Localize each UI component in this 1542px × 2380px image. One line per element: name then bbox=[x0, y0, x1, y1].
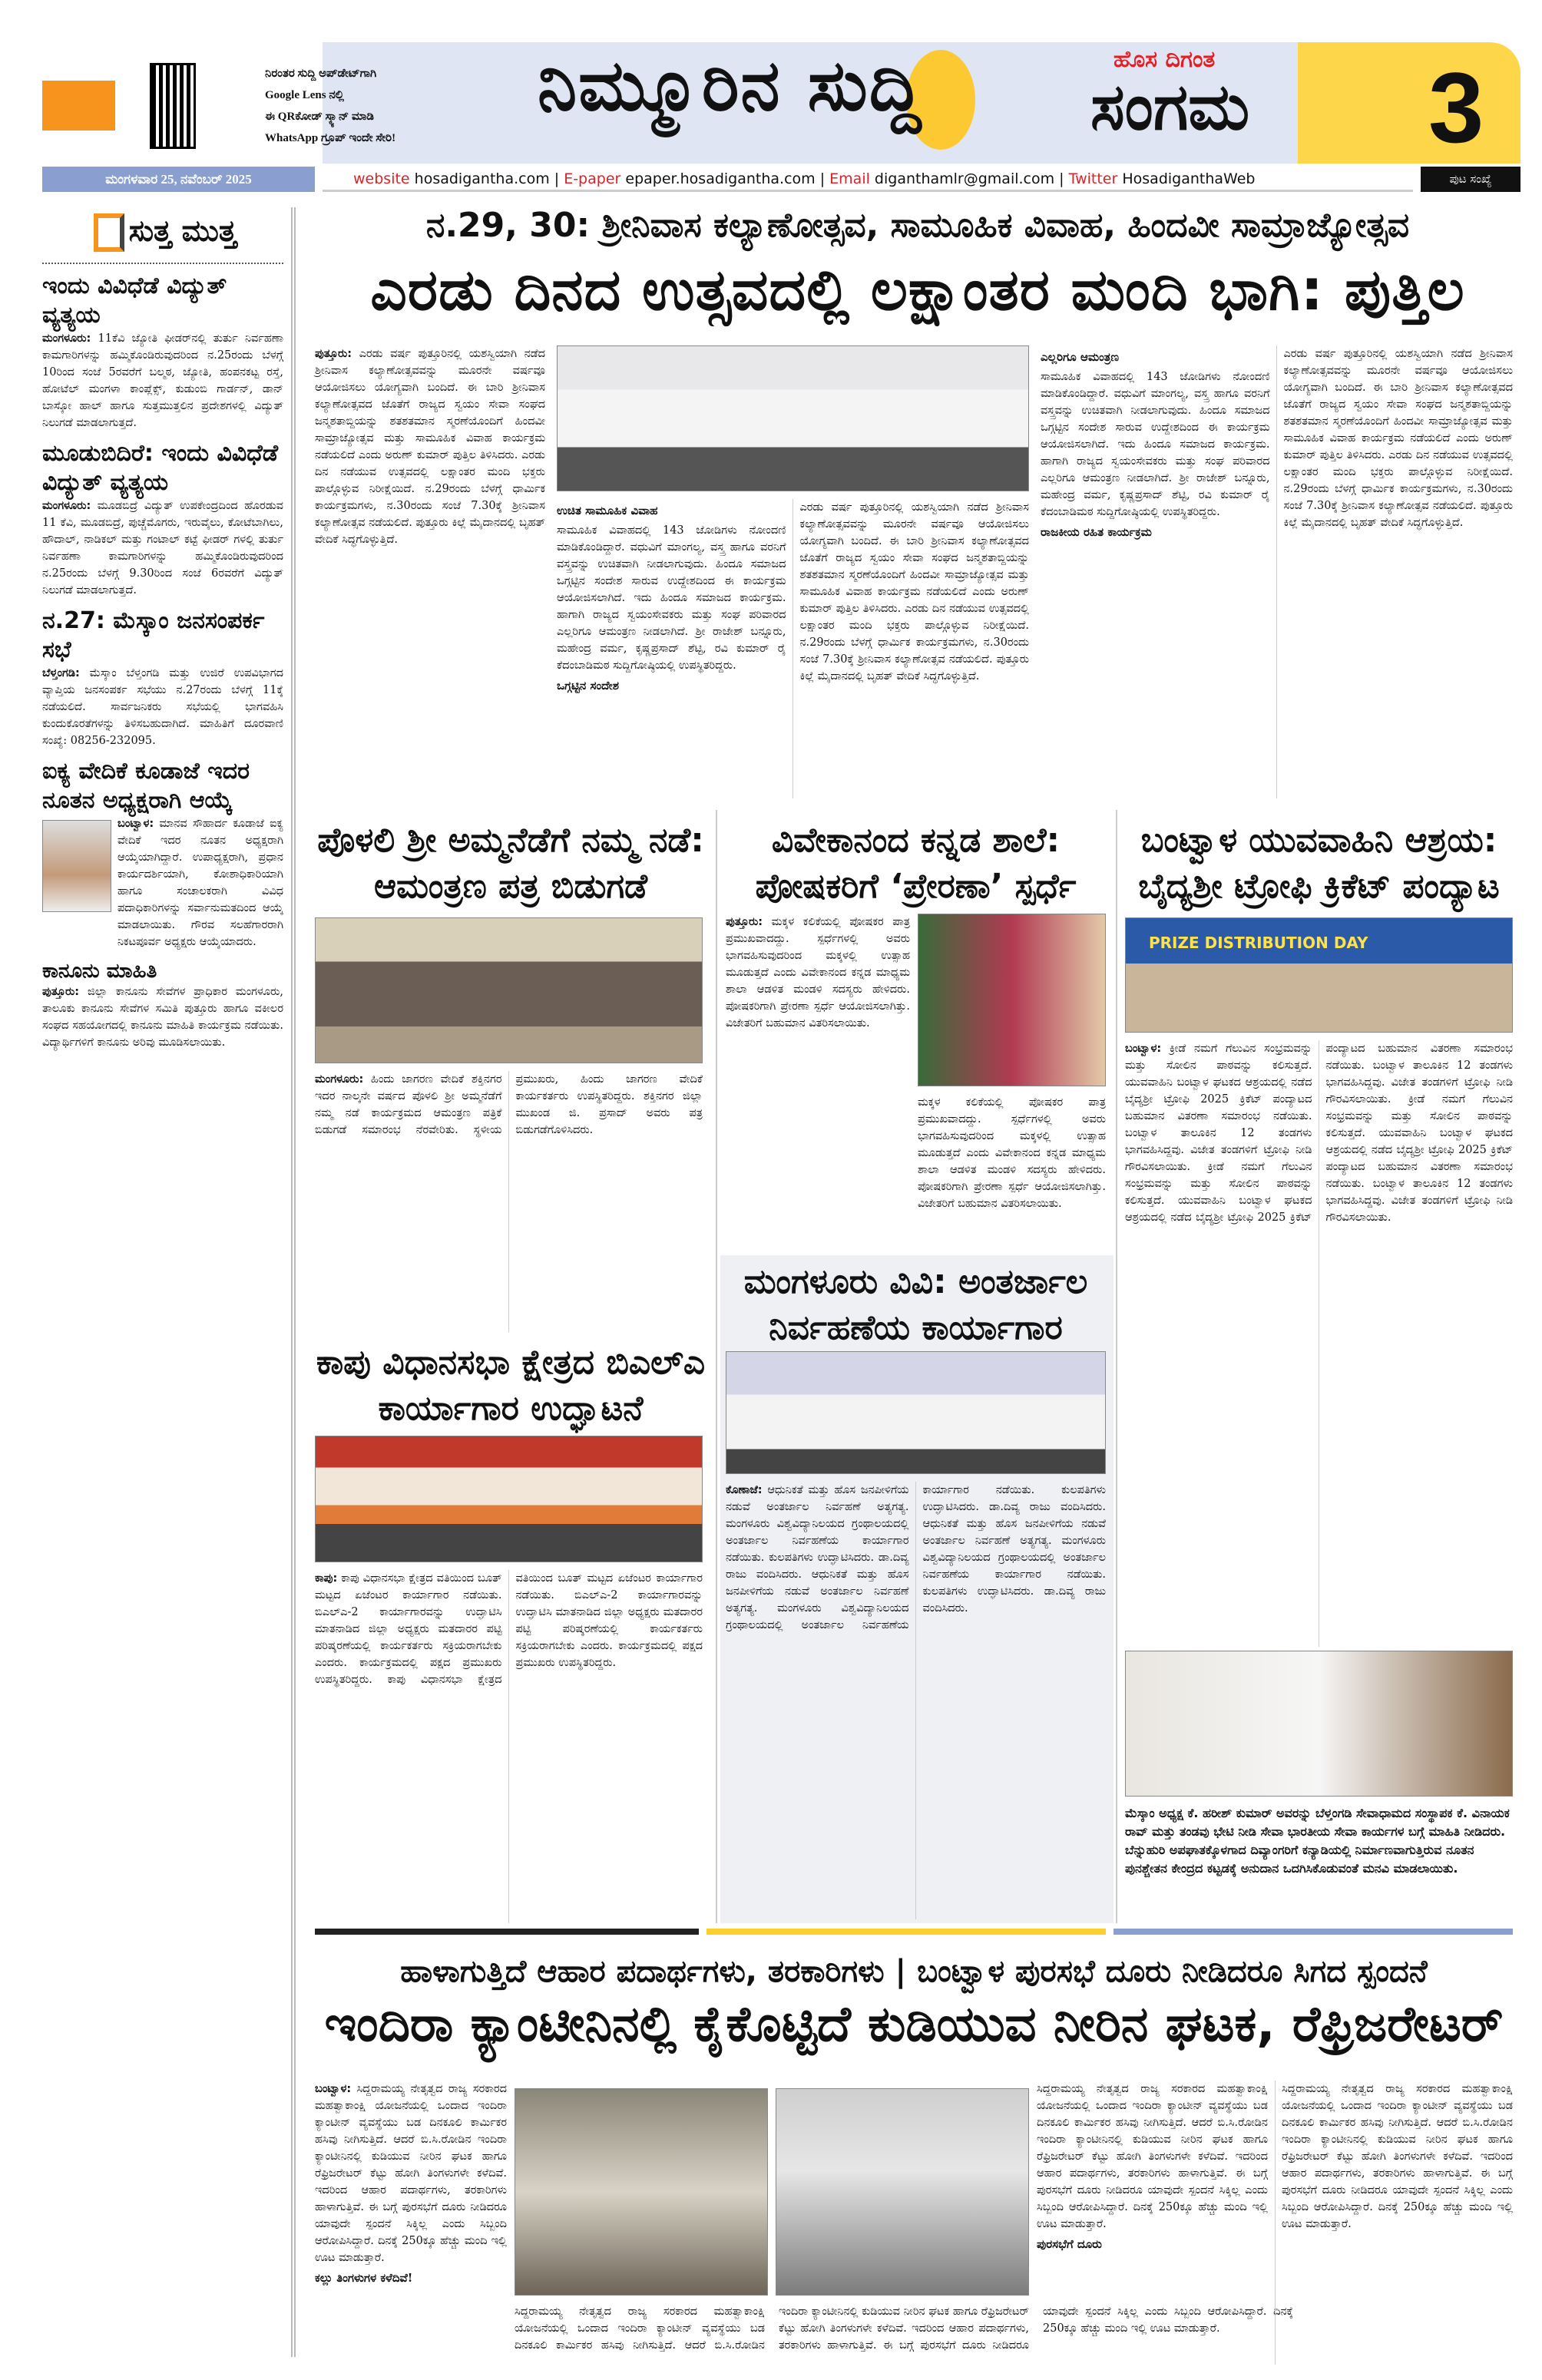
story-headline: ಮಂಗಳೂರು ವಿವಿ: ಅಂತರ್ಜಾಲ ನಿರ್ವಹಣೆಯ ಕಾರ್ಯಾಗಾರ bbox=[743, 1262, 1088, 1347]
dateline: ಪುತ್ತೂರು: bbox=[315, 348, 352, 360]
lead-text: ಸಾಮೂಹಿಕ ವಿವಾಹದಲ್ಲಿ 143 ಜೋಡಿಗಳು ನೋಂದಣಿ ಮಾಡಿಕೊಂಡಿದ್ದಾರೆ. ವಧುವಿಗೆ ಮಾಂಗಲ್ಯ, ವಸ್ತ್ರ ಹಾಗೂ ವರನಿಗೆ ವಸ್ತ್ರವನ್ನು ಉಚಿತವಾಗಿ ನೀಡಲಾಗುವುದು. ಹಿಂದೂ ಸಮಾಜದ ಒಗ್ಗಟ್ಟಿನ ಸಂದೇಶ ಸಾರುವ ಉದ್ದೇಶದಿಂದ ಈ ಕಾರ್ಯಕ್ರಮ ಆಯೋಜಿಸಲಾಗಿದೆ. ಇದು ಹಿಂದೂ ಸಮಾಜದ ಕಾರ್ಯಕ್ರಮ. ಹಾಗಾಗಿ ರಾಜ್ಯದ ಸ್ವಯಂಸೇವಕರು ಮತ್ತು ಸಂಘ ಪರಿವಾರದ ಎಲ್ಲರಿಗೂ ಆಮಂತ್ರಣ ನೀಡಲಾಗಿದೆ. ಶ್ರೀ ರಾಜೇಶ್ ಬನ್ನೂರು, ಮಹೇಂದ್ರ ವರ್ಮ, ಕೃಷ್ಣಪ್ರಸಾದ್ ಶೆಟ್ಟಿ, ರವಿ ಕುಮಾರ್ ರೈ ಕೆದಂಬಾಡಿಮಠ ಸುದ್ದಿಗೋಷ್ಠಿಯಲ್ಲಿ ಉಪಸ್ಥಿತರಿದ್ದರು. bbox=[557, 524, 786, 672]
bottom-kicker: ಹಾಳಾಗುತ್ತಿದೆ ಆಹಾರ ಪದಾರ್ಥಗಳು, ತರಕಾರಿಗಳು | ಬಂಟ್ವಾಳ ಪುರಸಭೆ ದೂರು ನೀಡಿದರೂ ಸಿಗದ ಸ್ಪಂದನೆ bbox=[400, 1954, 1428, 1989]
page-title: ನಿಮ್ಮೂರಿನ ಸುದ್ದಿ bbox=[538, 45, 923, 127]
group-photo bbox=[315, 917, 703, 1063]
dateline: ಪುತ್ತೂರು: bbox=[726, 916, 763, 928]
event-photo bbox=[918, 914, 1106, 1086]
dateline: ಮಂಗಳೂರು: bbox=[42, 500, 91, 512]
brief-text: 11ಕೆವಿ ಜ್ಯೋತಿ ಫೀಡರ್‌ನಲ್ಲಿ ತುರ್ತು ನಿರ್ವಹಣಾ ಕಾಮಗಾರಿಗಳನ್ನು ಹಮ್ಮಿಕೊಂಡಿರುವುದರಿಂದ ನ.25ರಂದು ಬೆಳಗ್ಗೆ 10ರಿಂದ ಸಂಜೆ 5ರವರೆಗೆ ಬಲ್ಮಠ, ಜ್ಯೋತಿ, ಹಂಪನಕಟ್ಟ ರಸ್ತೆ, ಹೋಟೆಲ್ ಮಂಗಳಾ ಕಾಂಪ್ಲೆಕ್ಸ್, ಕುಡುಂಬಿ ಗಾರ್ಡನ್, ಡಾನ್ ಬಾಸ್ಕೋ ಹಾಲ್ ಹಾಗೂ ಸುತ್ತಮುತ್ತಲಿನ ಪ್ರದೇಶಗಳಲ್ಲಿ ವಿದ್ಯುತ್ ನಿಲುಗಡೆ ಮಾಡಲಾಗುತ್ತದೆ. bbox=[42, 332, 283, 429]
brief-title: ಐಕ್ಯ ವೇದಿಕೆ ಕೂಡಾಜೆ ಇದರ ನೂತನ ಅಧ್ಯಕ್ಷರಾಗಿ ಆಯ್ಕೆ bbox=[42, 758, 250, 814]
lead-text: ಎರಡು ವರ್ಷ ಪುತ್ತೂರಿನಲ್ಲಿ ಯಶಸ್ವಿಯಾಗಿ ನಡೆದ ಶ್ರೀನಿವಾಸ ಕಲ್ಯಾಣೋತ್ಸವವನ್ನು ಮೂರನೇ ವರ್ಷವೂ ಆಯೋಜಿಸಲು ಯೋಗ್ಯವಾಗಿ ಬಂದಿದೆ. ಈ ಬಾರಿ ಶ್ರೀನಿವಾಸ ಕಲ್ಯಾಣೋತ್ಸವದ ಜೊತೆಗೆ ರಾಜ್ಯದ ಸ್ವಯಂ ಸೇವಾ ಸಂಘದ ಜನ್ಮಶತಾಬ್ದಿಯನ್ನು ಶತಶತಮಾನ ಸ್ಮರಣೆಯೊಂದಿಗೆ ಹಿಂದವೀ ಸಾಮ್ರಾಜ್ಯೋತ್ಸವ ಮತ್ತು ಸಾಮೂಹಿಕ ವಿವಾಹ ಕಾರ್ಯಕ್ರಮ ನಡೆಯಲಿದೆ ಎಂದು ಅರುಣ್ ಕುಮಾರ್ ಪುತ್ತಿಲ ತಿಳಿಸಿದರು. ಎರಡು ದಿನ ನಡೆಯುವ ಉತ್ಸವದಲ್ಲಿ ಲಕ್ಷಾಂತರ ಮಂದಿ ಭಕ್ತರು ಪಾಲ್ಗೊಳ್ಳುವ ನಿರೀಕ್ಷೆಯಿದೆ. ನ.29ರಂದು ಬೆಳಗ್ಗೆ ಧಾರ್ಮಿಕ ಕಾರ್ಯಕ್ರಮಗಳು, ನ.30ರಂದು ಸಂಜೆ 7.30ಕ್ಕೆ ಶ್ರೀನಿವಾಸ ಕಲ್ಯಾಣೋತ್ಸವ ನಡೆಯಲಿದೆ. ಪುತ್ತೂರು ಕಿಲ್ಲೆ ಮೈದಾನದಲ್ಲಿ ಬೃಹತ್ ವೇದಿಕೆ ಸಿದ್ಧಗೊಳ್ಳುತ್ತಿದೆ. bbox=[799, 501, 1029, 683]
section-heading bbox=[42, 207, 283, 264]
dateline: ಮಂಗಳೂರು: bbox=[315, 1073, 364, 1086]
brief-body bbox=[42, 330, 283, 431]
lead-text: ಎರಡು ವರ್ಷ ಪುತ್ತೂರಿನಲ್ಲಿ ಯಶಸ್ವಿಯಾಗಿ ನಡೆದ ಶ್ರೀನಿವಾಸ ಕಲ್ಯಾಣೋತ್ಸವವನ್ನು ಮೂರನೇ ವರ್ಷವೂ ಆಯೋಜಿಸಲು ಯೋಗ್ಯವಾಗಿ ಬಂದಿದೆ. ಈ ಬಾರಿ ಶ್ರೀನಿವಾಸ ಕಲ್ಯಾಣೋತ್ಸವದ ಜೊತೆಗೆ ರಾಜ್ಯದ ಸ್ವಯಂ ಸೇವಾ ಸಂಘದ ಜನ್ಮಶತಾಬ್ದಿಯನ್ನು ಶತಶತಮಾನ ಸ್ಮರಣೆಯೊಂದಿಗೆ ಹಿಂದವೀ ಸಾಮ್ರಾಜ್ಯೋತ್ಸವ ಮತ್ತು ಸಾಮೂಹಿಕ ವಿವಾಹ ಕಾರ್ಯಕ್ರಮ ನಡೆಯಲಿದೆ ಎಂದು ಅರುಣ್ ಕುಮಾರ್ ಪುತ್ತಿಲ ತಿಳಿಸಿದರು. ಎರಡು ದಿನ ನಡೆಯುವ ಉತ್ಸವದಲ್ಲಿ ಲಕ್ಷಾಂತರ ಮಂದಿ ಭಕ್ತರು ಪಾಲ್ಗೊಳ್ಳುವ ನಿರೀಕ್ಷೆಯಿದೆ. ನ.29ರಂದು ಬೆಳಗ್ಗೆ ಧಾರ್ಮಿಕ ಕಾರ್ಯಕ್ರಮಗಳು, ನ.30ರಂದು ಸಂಜೆ 7.30ಕ್ಕೆ ಶ್ರೀನಿವಾಸ ಕಲ್ಯಾಣೋತ್ಸವ ನಡೆಯಲಿದೆ. ಪುತ್ತೂರು ಕಿಲ್ಲೆ ಮೈದಾನದಲ್ಲಿ ಬೃಹತ್ ವೇದಿಕೆ ಸಿದ್ಧಗೊಳ್ಳುತ್ತಿದೆ. bbox=[1283, 348, 1513, 529]
story-text: ಕ್ರೀಡೆ ನಮಗೆ ಗೆಲುವಿನ ಸಂಭ್ರಮವನ್ನು ಮತ್ತು ಸೋಲಿನ ಪಾಠವನ್ನು ಕಲಿಸುತ್ತದೆ. ಯುವವಾಹಿನಿ ಬಂಟ್ವಾಳ ಘಟಕದ ಆಶ್ರಯದಲ್ಲಿ ನಡೆದ ಬೈದ್ಯಶ್ರೀ ಟ್ರೋಫಿ 2025 ಕ್ರಿಕೆಟ್ ಪಂದ್ಯಾಟದ ಬಹುಮಾನ ವಿತರಣಾ ಸಮಾರಂಭ ನಡೆಯಿತು. ಬಂಟ್ವಾಳ ತಾಲೂಕಿನ 12 ತಂಡಗಳು ಭಾಗವಹಿಸಿದ್ದವು. ವಿಜೇತ ತಂಡಗಳಿಗೆ ಟ್ರೋಫಿ ನೀಡಿ ಗೌರವಿಸಲಾಯಿತು. bbox=[1125, 1043, 1513, 1224]
subhead: ಕಲ್ಲು ತಿಂಗಳುಗಳ ಕಳೆದಿವೆ! bbox=[315, 2271, 413, 2285]
date: ಮಂಗಳವಾರ 25, ನವೆಂಬರ್ 2025 bbox=[42, 167, 315, 192]
workshop-photo bbox=[726, 1351, 1106, 1474]
brief-title: ನ.27: ಮೆಸ್ಕಾಂ ಜನಸಂಪರ್ಕ ಸಭೆ bbox=[42, 607, 265, 663]
column-divider bbox=[1116, 810, 1117, 1923]
story-body bbox=[726, 914, 910, 1244]
story-text: ಕ್ರೀಡೆ ನಮಗೆ ಗೆಲುವಿನ ಸಂಭ್ರಮವನ್ನು ಮತ್ತು ಸೋಲಿನ ಪಾಠವನ್ನು ಕಲಿಸುತ್ತದೆ. ಯುವವಾಹಿನಿ ಬಂಟ್ವಾಳ ಘಟಕದ ಆಶ್ರಯದಲ್ಲಿ ನಡೆದ ಬೈದ್ಯಶ್ರೀ ಟ್ರೋಫಿ 2025 ಕ್ರಿಕೆಟ್ ಪಂದ್ಯಾಟದ ಬಹುಮಾನ ವಿತರಣಾ ಸಮಾರಂಭ ನಡೆಯಿತು. ಬಂಟ್ವಾಳ ತಾಲೂಕಿನ 12 ತಂಡಗಳು ಭಾಗವಹಿಸಿದ್ದವು. ವಿಜೇತ ತಂಡಗಳಿಗೆ ಟ್ರೋಫಿ ನೀಡಿ ಗೌರವಿಸಲಾಯಿತು. bbox=[1325, 1093, 1513, 1224]
story-text: ಮಕ್ಕಳ ಕಲಿಕೆಯಲ್ಲಿ ಪೋಷಕರ ಪಾತ್ರ ಪ್ರಮುಖವಾದದ್ದು. ಸ್ಪರ್ಧೆಗಳಲ್ಲಿ ಅವರು ಭಾಗವಹಿಸುವುದರಿಂದ ಮಕ್ಕಳಲ್ಲಿ ಉತ್ಸಾಹ ಮೂಡುತ್ತದೆ ಎಂದು ವಿವೇಕಾನಂದ ಕನ್ನಡ ಮಾಧ್ಯಮ ಶಾಲಾ ಆಡಳಿತ ಮಂಡಳಿ ಸದಸ್ಯರು ಹೇಳಿದರು. ಪೋಷಕರಿಗಾಗಿ ಪ್ರೇರಣಾ ಸ್ಪರ್ಧೆ ಆಯೋಜಿಸಲಾಗಿತ್ತು. ವಿಜೇತರಿಗೆ ಬಹುಮಾನ ವಿತರಿಸಲಾಯಿತು. bbox=[726, 916, 911, 1030]
dateline: ಬೆಳ್ತಂಗಡಿ: bbox=[42, 667, 80, 679]
bottom-body-col3 bbox=[1037, 2081, 1513, 2365]
link-label: website bbox=[353, 170, 410, 187]
story-headline: ವಿವೇಕಾನಂದ ಕನ್ನಡ ಶಾಲೆ: ಪೋಷಕರಿಗೆ ‘ಪ್ರೇರಣಾ’ ಸ್ಪರ್ಧೆ bbox=[755, 821, 1077, 906]
brief-text: ಜಿಲ್ಲಾ ಕಾನೂನು ಸೇವೆಗಳ ಪ್ರಾಧಿಕಾರ ಮಂಗಳೂರು, ತಾಲೂಕು ಕಾನೂನು ಸೇವೆಗಳ ಸಮಿತಿ ಪುತ್ತೂರು ಹಾಗೂ ವಕೀಲರ ಸಂಘದ ಸಹಯೋಗದಲ್ಲಿ ಕಾನೂನು ಮಾಹಿತಿ ಕಾರ್ಯಕ್ರಮ ನಡೆಯಿತು. ವಿದ್ಯಾರ್ಥಿಗಳಿಗೆ ಕಾನೂನು ಅರಿವು ಮೂಡಿಸಲಾಯಿತು. bbox=[42, 986, 283, 1049]
story-text: ಆಧುನಿಕತೆ ಮತ್ತು ಹೊಸ ಜನಪೀಳಿಗೆಯ ನಡುವೆ ಅಂತರ್ಜಾಲ ನಿರ್ವಹಣೆ ಅತ್ಯಗತ್ಯ. ಮಂಗಳೂರು ವಿಶ್ವವಿದ್ಯಾನಿಲಯದ ಗ್ರಂಥಾಲಯದಲ್ಲಿ ಅಂತರ್ಜಾಲ ನಿರ್ವಹಣೆಯ ಕಾರ್ಯಾಗಾರ ನಡೆಯಿತು. ಕುಲಪತಿಗಳು ಉದ್ಘಾಟಿಸಿದರು. ಡಾ.ದಿವ್ಯ ರಾಜು ವಂದಿಸಿದರು. bbox=[726, 1484, 1106, 1631]
orange-block bbox=[42, 81, 115, 131]
left-column bbox=[42, 207, 296, 2357]
story-body bbox=[1125, 1040, 1513, 1647]
brief-body bbox=[42, 497, 283, 599]
window-icon bbox=[94, 213, 124, 252]
page-tag: ಪುಟ ಸಂಖ್ಯೆ bbox=[1421, 167, 1520, 192]
story-text: ಕ್ರೀಡೆ ನಮಗೆ ಗೆಲುವಿನ ಸಂಭ್ರಮವನ್ನು ಮತ್ತು ಸೋಲಿನ ಪಾಠವನ್ನು ಕಲಿಸುತ್ತದೆ. ಯುವವಾಹಿನಿ ಬಂಟ್ವಾಳ ಘಟಕದ ಆಶ್ರಯದಲ್ಲಿ ನಡೆದ ಬೈದ್ಯಶ್ರೀ ಟ್ರೋಫಿ 2025 ಕ್ರಿಕೆಟ್ ಪಂದ್ಯಾಟದ ಬಹುಮಾನ ವಿತರಣಾ ಸಮಾರಂಭ ನಡೆಯಿತು. ಬಂಟ್ವಾಳ ತಾಲೂಕಿನ 12 ತಂಡಗಳು ಭಾಗವಹಿಸಿದ್ದವು. ವಿಜೇತ ತಂಡಗಳಿಗೆ ಟ್ರೋಫಿ ನೀಡಿ ಗೌರವಿಸಲಾಯಿತು. bbox=[1125, 1043, 1312, 1173]
link-label: E-paper bbox=[564, 170, 621, 187]
brief-title: ಮೂಡುಬಿದಿರೆ: ಇಂದು ವಿವಿಧೆಡೆ ವಿದ್ಯುತ್ ವ್ಯತ್ಯಯ bbox=[42, 440, 279, 496]
story-body bbox=[315, 1570, 703, 1923]
section-name: ಸಂಗಮ bbox=[1090, 69, 1250, 144]
brief-title: ಇಂದು ವಿವಿಧೆಡೆ ವಿದ್ಯುತ್ ವ್ಯತ್ಯಯ bbox=[42, 273, 227, 329]
brand-logo: ಹೊಸ ದಿಗಂತ bbox=[1113, 46, 1216, 73]
story-text: ಕಾಪು ವಿಧಾನಸಭಾ ಕ್ಷೇತ್ರದ ವತಿಯಿಂದ ಬೂತ್ ಮಟ್ಟದ ಏಜೆಂಟರ ಕಾರ್ಯಾಗಾರ ನಡೆಯಿತು. ಬಿಎಲ್‌ಎ-2 ಕಾರ್ಯಾಗಾರವನ್ನು ಉದ್ಘಾಟಿಸಿ ಮಾತನಾಡಿದ ಜಿಲ್ಲಾ ಅಧ್ಯಕ್ಷರು ಮತದಾರರ ಪಟ್ಟಿ ಪರಿಷ್ಕರಣೆಯಲ್ಲಿ ಕಾರ್ಯಕರ್ತರು ಸಕ್ರಿಯರಾಗಬೇಕು ಎಂದರು. ಕಾರ್ಯಕ್ರಮದಲ್ಲಿ ಪಕ್ಷದ ಪ್ರಮುಖರು ಉಪಸ್ಥಿತರಿದ್ದರು. bbox=[387, 1572, 703, 1686]
story-text: ಆಧುನಿಕತೆ ಮತ್ತು ಹೊಸ ಜನಪೀಳಿಗೆಯ ನಡುವೆ ಅಂತರ್ಜಾಲ ನಿರ್ವಹಣೆ ಅತ್ಯಗತ್ಯ. ಮಂಗಳೂರು ವಿಶ್ವವಿದ್ಯಾನಿಲಯದ ಗ್ರಂಥಾಲಯದಲ್ಲಿ ಅಂತರ್ಜಾಲ ನಿರ್ವಹಣೆಯ ಕಾರ್ಯಾಗಾರ ನಡೆಯಿತು. ಕುಲಪತಿಗಳು ಉದ್ಘಾಟಿಸಿದರು. ಡಾ.ದಿವ್ಯ ರಾಜು ವಂದಿಸಿದರು. bbox=[922, 1518, 1106, 1615]
section-badge-background bbox=[1298, 42, 1520, 164]
email-link[interactable]: diganthamlr@gmail.com bbox=[874, 170, 1055, 187]
brief-text: ಮೂಡಬಿದ್ರೆ ವಿದ್ಯುತ್ ಉಪಕೇಂದ್ರದಿಂದ ಹೊರಡುವ 11 ಕೆವಿ, ಮೂಡಬಿದ್ರೆ, ಪುಚ್ಚೆಮೊಗರು, ಇರುವೈಲು, ಕೋಟೆಬಾಗಿಲು, ಹೌದಾಲ್, ನಾಡಿಕಲ್ ಮತ್ತು ಗಂಟಾಲ್ ಕಟ್ಟೆ ಫೀಡರ್ ಗಳಲ್ಲಿ ತುರ್ತು ನಿರ್ವಹಣಾ ಕಾಮಗಾರಿಗಳನ್ನು ಹಮ್ಮಿಕೊಂಡಿರುವುದರಿಂದ ನ.25ರಂದು ಬೆಳಗ್ಗೆ 9.30ರಿಂದ ಸಂಜೆ 6ರವರೆಗೆ ವಿದ್ಯುತ್ ನಿಲುಗಡೆ ಮಾಡಲಾಗುತ್ತದೆ. bbox=[42, 500, 283, 597]
inauguration-photo bbox=[315, 1436, 703, 1562]
qr-instructions bbox=[265, 63, 395, 149]
bottom-body-under-photo bbox=[515, 2303, 1293, 2365]
section-heading-text: ಸುತ್ತ ಮುತ್ತ bbox=[128, 213, 237, 248]
water-unit-photo bbox=[515, 2088, 768, 2296]
qr-line: WhatsApp ಗ್ರೂಪ್ ಇಂದೇ ಸೇರಿ! bbox=[265, 132, 396, 144]
website-link[interactable]: hosadigantha.com bbox=[414, 170, 550, 187]
brief-body bbox=[42, 665, 283, 749]
story-text: ಹಿಂದು ಜಾಗರಣ ವೇದಿಕೆ ಶಕ್ತಿನಗರ ಇದರ ನಾಲ್ಕನೇ ವರ್ಷದ ಪೊಳಲಿ ಶ್ರೀ ಅಮ್ಮನೆಡೆಗೆ ನಮ್ಮ ನಡೆ ಕಾರ್ಯಕ್ರಮದ ಆಮಂತ್ರಣ ಪತ್ರಿಕೆ ಬಿಡುಗಡೆ ಸಮಾರಂಭ ನೆರವೇರಿತು. ಸ್ಥಳೀಯ ಪ್ರಮುಖರು, ಹಿಂದು ಜಾಗರಣ ವೇದಿಕೆ ಕಾರ್ಯಕರ್ತರು ಉಪಸ್ಥಿತರಿದ್ದರು. ಶಕ್ತಿನಗರ ಜಿಲ್ಲಾ ಮುಖಂಡ ಜಿ. ಪ್ರಸಾದ್ ಅವರು ಪತ್ರ ಬಿಡುಗಡೆಗೊಳಿಸಿದರು. bbox=[315, 1073, 703, 1136]
qr-code-icon[interactable] bbox=[150, 63, 196, 149]
lead-body-col1 bbox=[315, 345, 545, 798]
dateline: ಕೊಣಾಜೆ: bbox=[726, 1484, 763, 1496]
story-text: ಸಿದ್ದರಾಮಯ್ಯ ನೇತೃತ್ವದ ರಾಜ್ಯ ಸರಕಾರದ ಮಹತ್ವಾಕಾಂಕ್ಷಿ ಯೋಜನೆಯಲ್ಲಿ ಒಂದಾದ ಇಂದಿರಾ ಕ್ಯಾಂಟೀನ್ ವ್ಯವಸ್ಥೆಯು ಬಡ ದಿನಕೂಲಿ ಕಾರ್ಮಿಕರ ಹಸಿವು ನೀಗಿಸುತ್ತಿದೆ. ಆದರೆ ಬಿ.ಸಿ.ರೋಡಿನ ಇಂದಿರಾ ಕ್ಯಾಂಟೀನಿನಲ್ಲಿ ಕುಡಿಯುವ ನೀರಿನ ಘಟಕ ಹಾಗೂ ರೆಫ್ರಿಜರೇಟರ್ ಕೆಟ್ಟು ಹೋಗಿ ತಿಂಗಳುಗಳೇ ಕಳೆದಿವೆ. ಇದರಿಂದ ಆಹಾರ ಪದಾರ್ಥಗಳು, ತರಕಾರಿಗಳು ಹಾಳಾಗುತ್ತಿವೆ. ಈ ಬಗ್ಗೆ ಪುರಸಭೆಗೆ ದೂರು ನೀಡಿದರೂ ಯಾವುದೇ ಸ್ಪಂದನೆ ಸಿಕ್ಕಿಲ್ಲ ಎಂದು ಸಿಬ್ಬಂದಿ ಆರೋಪಿಸಿದ್ದಾರೆ. ದಿನಕ್ಕೆ 250ಕ್ಕೂ ಹೆಚ್ಚು ಮಂದಿ ಇಲ್ಲಿ ಊಟ ಮಾಡುತ್ತಾರೆ. bbox=[315, 2083, 507, 2264]
qr-line: ನಿರಂತರ ಸುದ್ದಿ ಅಪ್‌ಡೇಟ್‌ಗಾಗಿ bbox=[265, 68, 377, 80]
subhead: ಎಲ್ಲರಿಗೂ ಆಮಂತ್ರಣ bbox=[1041, 350, 1119, 364]
dateline: ಬಂಟ್ವಾಳ: bbox=[1125, 1043, 1162, 1055]
brief-title: ಕಾನೂನು ಮಾಹಿತಿ bbox=[42, 960, 157, 983]
dateline: ಬಂಟ್ವಾಳ: bbox=[315, 2083, 352, 2095]
lead-headline: ಎರಡು ದಿನದ ಉತ್ಸವದಲ್ಲಿ ಲಕ್ಷಾಂತರ ಮಂದಿ ಭಾಗಿ: ಪುತ್ತಿಲ bbox=[370, 257, 1465, 323]
story-text: ಸಿದ್ದರಾಮಯ್ಯ ನೇತೃತ್ವದ ರಾಜ್ಯ ಸರಕಾರದ ಮಹತ್ವಾಕಾಂಕ್ಷಿ ಯೋಜನೆಯಲ್ಲಿ ಒಂದಾದ ಇಂದಿರಾ ಕ್ಯಾಂಟೀನ್ ವ್ಯವಸ್ಥೆಯು ಬಡ ದಿನಕೂಲಿ ಕಾರ್ಮಿಕರ ಹಸಿವು ನೀಗಿಸುತ್ತಿದೆ. ಆದರೆ ಬಿ.ಸಿ.ರೋಡಿನ ಇಂದಿರಾ ಕ್ಯಾಂಟೀನಿನಲ್ಲಿ ಕುಡಿಯುವ ನೀರಿನ ಘಟಕ ಹಾಗೂ ರೆಫ್ರಿಜರೇಟರ್ ಕೆಟ್ಟು ಹೋಗಿ ತಿಂಗಳುಗಳೇ ಕಳೆದಿವೆ. ಇದರಿಂದ ಆಹಾರ ಪದಾರ್ಥಗಳು, ತರಕಾರಿಗಳು ಹಾಳಾಗುತ್ತಿವೆ. ಈ ಬಗ್ಗೆ ಪುರಸಭೆಗೆ ದೂರು ನೀಡಿದರೂ ಯಾವುದೇ ಸ್ಪಂದನೆ ಸಿಕ್ಕಿಲ್ಲ ಎಂದು ಸಿಬ್ಬಂದಿ ಆರೋಪಿಸಿದ್ದಾರೆ. ದಿನಕ್ಕೆ 250ಕ್ಕೂ ಹೆಚ್ಚು ಮಂದಿ ಇಲ್ಲಿ ಊಟ ಮಾಡುತ್ತಾರೆ. bbox=[515, 2306, 1293, 2352]
lead-body-col3 bbox=[1041, 345, 1513, 798]
epaper-link[interactable]: epaper.hosadigantha.com bbox=[625, 170, 816, 187]
story-text: ಆಧುನಿಕತೆ ಮತ್ತು ಹೊಸ ಜನಪೀಳಿಗೆಯ ನಡುವೆ ಅಂತರ್ಜಾಲ ನಿರ್ವಹಣೆ ಅತ್ಯಗತ್ಯ. ಮಂಗಳೂರು ವಿಶ್ವವಿದ್ಯಾನಿಲಯದ ಗ್ರಂಥಾಲಯದಲ್ಲಿ ಅಂತರ್ಜಾಲ ನಿರ್ವಹಣೆಯ ಕಾರ್ಯಾಗಾರ ನಡೆಯಿತು. ಕುಲಪತಿಗಳು ಉದ್ಘಾಟಿಸಿದರು. ಡಾ.ದಿವ್ಯ ರಾಜು ವಂದಿಸಿದರು. bbox=[726, 1484, 909, 1581]
story-text: ಸಿದ್ದರಾಮಯ್ಯ ನೇತೃತ್ವದ ರಾಜ್ಯ ಸರಕಾರದ ಮಹತ್ವಾಕಾಂಕ್ಷಿ ಯೋಜನೆಯಲ್ಲಿ ಒಂದಾದ ಇಂದಿರಾ ಕ್ಯಾಂಟೀನ್ ವ್ಯವಸ್ಥೆಯು ಬಡ ದಿನಕೂಲಿ ಕಾರ್ಮಿಕರ ಹಸಿವು ನೀಗಿಸುತ್ತಿದೆ. ಆದರೆ ಬಿ.ಸಿ.ರೋಡಿನ ಇಂದಿರಾ ಕ್ಯಾಂಟೀನಿನಲ್ಲಿ ಕುಡಿಯುವ ನೀರಿನ ಘಟಕ ಹಾಗೂ ರೆಫ್ರಿಜರೇಟರ್ ಕೆಟ್ಟು ಹೋಗಿ ತಿಂಗಳುಗಳೇ ಕಳೆದಿವೆ. ಇದರಿಂದ ಆಹಾರ ಪದಾರ್ಥಗಳು, ತರಕಾರಿಗಳು ಹಾಳಾಗುತ್ತಿವೆ. ಈ ಬಗ್ಗೆ ಪುರಸಭೆಗೆ ದೂರು ನೀಡಿದರೂ ಯಾವುದೇ ಸ್ಪಂದನೆ ಸಿಕ್ಕಿಲ್ಲ ಎಂದು ಸಿಬ್ಬಂದಿ ಆರೋಪಿಸಿದ್ದಾರೆ. ದಿನಕ್ಕೆ 250ಕ್ಕೂ ಹೆಚ್ಚು ಮಂದಿ ಇಲ್ಲಿ ಊಟ ಮಾಡುತ್ತಾರೆ. bbox=[1282, 2083, 1513, 2230]
bottom-headline: ಇಂದಿರಾ ಕ್ಯಾಂಟೀನಿನಲ್ಲಿ ಕೈಕೊಟ್ಟಿದೆ ಕುಡಿಯುವ ನೀರಿನ ಘಟಕ, ರೆಫ್ರಿಜರೇಟರ್ bbox=[324, 1996, 1504, 2053]
bottom-body-col1 bbox=[315, 2081, 507, 2365]
story-headline: ಪೊಳಲಿ ಶ್ರೀ ಅಮ್ಮನೆಡೆಗೆ ನಮ್ಮ ನಡೆ: ಆಮಂತ್ರಣ ಪತ್ರ ಬಿಡುಗಡೆ bbox=[317, 821, 704, 906]
dateline: ಬಂಟ್ವಾಳ: bbox=[117, 818, 154, 830]
story-body bbox=[918, 1094, 1106, 1248]
refrigerator-photo bbox=[776, 2088, 1029, 2296]
page-number: 3 bbox=[1428, 51, 1484, 164]
press-meet-photo bbox=[557, 345, 1029, 491]
lead-body-col2 bbox=[557, 499, 1029, 798]
subhead: ರಾಜಕೀಯ ರಹಿತ ಕಾರ್ಯಕ್ರಮ bbox=[1041, 525, 1152, 539]
photo-caption: ಮೆಸ್ಕಾಂ ಅಧ್ಯಕ್ಷ ಕೆ. ಹರೀಶ್ ಕುಮಾರ್ ಅವರನ್ನು ಬೆಳ್ತಂಗಡಿ ಸೇವಾಧಾಮದ ಸಂಸ್ಥಾಪಕ ಕೆ. ವಿನಾಯಕ ರಾವ್ ಮತ್ತು ತಂಡವು ಭೇಟಿ ನೀಡಿ ಸೇವಾ ಭಾರತೀಯ ಸೇವಾ ಕಾರ್ಯಗಳ ಬಗ್ಗೆ ಮಾಹಿತಿ ನೀಡಿದರು. ಬೆನ್ನುಹುರಿ ಅಪಘಾತಕ್ಕೊಳಗಾದ ದಿವ್ಯಾಂಗರಿಗೆ ಕನ್ಯಾಡಿಯಲ್ಲಿ ನಿರ್ಮಾಣವಾಗುತ್ತಿರುವ ನೂತನ ಪುನಶ್ಚೇತನ ಕೇಂದ್ರದ ಕಟ್ಟಡಕ್ಕೆ ಅನುದಾನ ಒದಗಿಸಿಕೊಡುವಂತೆ ಮನವಿ ಮಾಡಲಾಯಿತು. bbox=[1125, 1806, 1510, 1876]
link-label: Email bbox=[829, 170, 870, 187]
column-divider bbox=[716, 810, 717, 1923]
subhead: ಒಗ್ಗಟ್ಟಿನ ಸಂದೇಶ bbox=[557, 679, 619, 693]
prize-photo bbox=[1125, 917, 1513, 1033]
qr-line: Google Lens ನಲ್ಲಿ bbox=[265, 89, 345, 101]
dateline: ಕಾಪು: bbox=[315, 1572, 338, 1585]
dateline: ಪುತ್ತೂರು: bbox=[42, 986, 80, 998]
link-label: Twitter bbox=[1068, 170, 1118, 187]
brief-body bbox=[42, 983, 283, 1051]
divider-stripe bbox=[1113, 1929, 1513, 1935]
subhead: ಉಚಿತ ಸಾಮೂಹಿಕ ವಿವಾಹ bbox=[557, 504, 658, 517]
brief-body bbox=[117, 815, 283, 950]
photo-banner-text: PRIZE DISTRIBUTION DAY bbox=[1149, 934, 1368, 952]
brief-text: ಮಾನವ ಸೌಹಾರ್ದ ಕೂಡಾಜೆ ಐಕ್ಯ ವೇದಿಕೆ ಇದರ ನೂತನ ಅಧ್ಯಕ್ಷರಾಗಿ ಆಯ್ಕೆಯಾಗಿದ್ದಾರೆ. ಉಪಾಧ್ಯಕ್ಷರಾಗಿ, ಪ್ರಧಾನ ಕಾರ್ಯದರ್ಶಿಯಾಗಿ, ಕೋಶಾಧಿಕಾರಿಯಾಗಿ ಹಾಗೂ ಸಂಚಾಲಕರಾಗಿ ವಿವಿಧ ಪದಾಧಿಕಾರಿಗಳನ್ನು ಸರ್ವಾನುಮತದಿಂದ ಆಯ್ಕೆ ಮಾಡಲಾಯಿತು. ಗೌರವ ಸಲಹೆಗಾರರಾಗಿ ನಿಕಟಪೂರ್ವ ಅಧ್ಯಕ್ಷರು ಆಯ್ಕೆಯಾದರು. bbox=[117, 818, 284, 948]
story-headline: ಬಂಟ್ವಾಳ ಯುವವಾಹಿನಿ ಆಶ್ರಯ: ಬೈದ್ಯಶ್ರೀ ಟ್ರೋಫಿ ಕ್ರಿಕೆಟ್ ಪಂದ್ಯಾಟ bbox=[1138, 821, 1500, 906]
story-body bbox=[726, 1482, 1106, 1919]
contact-links: website hosadigantha.com | E-paper epaper.hosadigantha.com | Email diganthamlr@gmail.com | Twitter HosadiganthaWeb bbox=[323, 167, 1413, 192]
lead-text: ಎರಡು ವರ್ಷ ಪುತ್ತೂರಿನಲ್ಲಿ ಯಶಸ್ವಿಯಾಗಿ ನಡೆದ ಶ್ರೀನಿವಾಸ ಕಲ್ಯಾಣೋತ್ಸವವನ್ನು ಮೂರನೇ ವರ್ಷವೂ ಆಯೋಜಿಸಲು ಯೋಗ್ಯವಾಗಿ ಬಂದಿದೆ. ಈ ಬಾರಿ ಶ್ರೀನಿವಾಸ ಕಲ್ಯಾಣೋತ್ಸವದ ಜೊತೆಗೆ ರಾಜ್ಯದ ಸ್ವಯಂ ಸೇವಾ ಸಂಘದ ಜನ್ಮಶತಾಬ್ದಿಯನ್ನು ಶತಶತಮಾನ ಸ್ಮರಣೆಯೊಂದಿಗೆ ಹಿಂದವೀ ಸಾಮ್ರಾಜ್ಯೋತ್ಸವ ಮತ್ತು ಸಾಮೂಹಿಕ ವಿವಾಹ ಕಾರ್ಯಕ್ರಮ ನಡೆಯಲಿದೆ ಎಂದು ಅರುಣ್ ಕುಮಾರ್ ಪುತ್ತಿಲ ತಿಳಿಸಿದರು. ಎರಡು ದಿನ ನಡೆಯುವ ಉತ್ಸವದಲ್ಲಿ ಲಕ್ಷಾಂತರ ಮಂದಿ ಭಕ್ತರು ಪಾಲ್ಗೊಳ್ಳುವ ನಿರೀಕ್ಷೆಯಿದೆ. ನ.29ರಂದು ಬೆಳಗ್ಗೆ ಧಾರ್ಮಿಕ ಕಾರ್ಯಕ್ರಮಗಳು, ನ.30ರಂದು ಸಂಜೆ 7.30ಕ್ಕೆ ಶ್ರೀನಿವಾಸ ಕಲ್ಯಾಣೋತ್ಸವ ನಡೆಯಲಿದೆ. ಪುತ್ತೂರು ಕಿಲ್ಲೆ ಮೈದಾನದಲ್ಲಿ ಬೃಹತ್ ವೇದಿಕೆ ಸಿದ್ಧಗೊಳ್ಳುತ್ತಿದೆ. bbox=[315, 348, 545, 546]
subhead: ಪುರಸಭೆಗೆ ದೂರು bbox=[1037, 2237, 1102, 2251]
dateline: ಮಂಗಳೂರು: bbox=[42, 332, 91, 345]
lead-kicker: ನ.29, 30: ಶ್ರೀನಿವಾಸ ಕಲ್ಯಾಣೋತ್ಸವ, ಸಾಮೂಹಿಕ ವಿವಾಹ, ಹಿಂದವೀ ಸಾಮ್ರಾಜ್ಯೋತ್ಸವ bbox=[425, 206, 1410, 245]
story-text: ಮಕ್ಕಳ ಕಲಿಕೆಯಲ್ಲಿ ಪೋಷಕರ ಪಾತ್ರ ಪ್ರಮುಖವಾದದ್ದು. ಸ್ಪರ್ಧೆಗಳಲ್ಲಿ ಅವರು ಭಾಗವಹಿಸುವುದರಿಂದ ಮಕ್ಕಳಲ್ಲಿ ಉತ್ಸಾಹ ಮೂಡುತ್ತದೆ ಎಂದು ವಿವೇಕಾನಂದ ಕನ್ನಡ ಮಾಧ್ಯಮ ಶಾಲಾ ಆಡಳಿತ ಮಂಡಳಿ ಸದಸ್ಯರು ಹೇಳಿದರು. ಪೋಷಕರಿಗಾಗಿ ಪ್ರೇರಣಾ ಸ್ಪರ್ಧೆ ಆಯೋಜಿಸಲಾಗಿತ್ತು. ವಿಜೇತರಿಗೆ ಬಹುಮಾನ ವಿತರಿಸಲಾಯಿತು. bbox=[918, 1096, 1106, 1210]
story-text: ಕಾಪು ವಿಧಾನಸಭಾ ಕ್ಷೇತ್ರದ ವತಿಯಿಂದ ಬೂತ್ ಮಟ್ಟದ ಏಜೆಂಟರ ಕಾರ್ಯಾಗಾರ ನಡೆಯಿತು. ಬಿಎಲ್‌ಎ-2 ಕಾರ್ಯಾಗಾರವನ್ನು ಉದ್ಘಾಟಿಸಿ ಮಾತನಾಡಿದ ಜಿಲ್ಲಾ ಅಧ್ಯಕ್ಷರು ಮತದಾರರ ಪಟ್ಟಿ ಪರಿಷ್ಕರಣೆಯಲ್ಲಿ ಕಾರ್ಯಕರ್ತರು ಸಕ್ರಿಯರಾಗಬೇಕು ಎಂದರು. ಕಾರ್ಯಕ್ರಮದಲ್ಲಿ ಪಕ್ಷದ ಪ್ರಮುಖರು ಉಪಸ್ಥಿತರಿದ್ದರು. bbox=[315, 1572, 502, 1686]
meeting-photo bbox=[1125, 1651, 1513, 1797]
brief-with-photo bbox=[42, 815, 283, 950]
brief-text: ಮೆಸ್ಕಾಂ ಬೆಳ್ತಂಗಡಿ ಮತ್ತು ಉಜಿರೆ ಉಪವಿಭಾಗದ ವ್ಯಾಪ್ತಿಯ ಜನಸಂಪರ್ಕ ಸಭೆಯು ನ.27ರಂದು ಬೆಳಗ್ಗೆ 11ಕ್ಕೆ ನಡೆಯಲಿದೆ. ಸಾರ್ವಜನಿಕರು ಸಭೆಯಲ್ಲಿ ಭಾಗವಹಿಸಿ ಕುಂದುಕೊರತೆಗಳನ್ನು ತಿಳಿಸಬಹುದಾಗಿದೆ. ಮಾಹಿತಿಗೆ ದೂರವಾಣಿ ಸಂಖ್ಯೆ: 08256-232095. bbox=[42, 667, 284, 747]
story-body bbox=[315, 1071, 703, 1332]
twitter-link[interactable]: HosadiganthaWeb bbox=[1122, 170, 1256, 187]
lead-text: ಸಾಮೂಹಿಕ ವಿವಾಹದಲ್ಲಿ 143 ಜೋಡಿಗಳು ನೋಂದಣಿ ಮಾಡಿಕೊಂಡಿದ್ದಾರೆ. ವಧುವಿಗೆ ಮಾಂಗಲ್ಯ, ವಸ್ತ್ರ ಹಾಗೂ ವರನಿಗೆ ವಸ್ತ್ರವನ್ನು ಉಚಿತವಾಗಿ ನೀಡಲಾಗುವುದು. ಹಿಂದೂ ಸಮಾಜದ ಒಗ್ಗಟ್ಟಿನ ಸಂದೇಶ ಸಾರುವ ಉದ್ದೇಶದಿಂದ ಈ ಕಾರ್ಯಕ್ರಮ ಆಯೋಜಿಸಲಾಗಿದೆ. ಇದು ಹಿಂದೂ ಸಮಾಜದ ಕಾರ್ಯಕ್ರಮ. ಹಾಗಾಗಿ ರಾಜ್ಯದ ಸ್ವಯಂಸೇವಕರು ಮತ್ತು ಸಂಘ ಪರಿವಾರದ ಎಲ್ಲರಿಗೂ ಆಮಂತ್ರಣ ನೀಡಲಾಗಿದೆ. ಶ್ರೀ ರಾಜೇಶ್ ಬನ್ನೂರು, ಮಹೇಂದ್ರ ವರ್ಮ, ಕೃಷ್ಣಪ್ರಸಾದ್ ಶೆಟ್ಟಿ, ರವಿ ಕುಮಾರ್ ರೈ ಕೆದಂಬಾಡಿಮಠ ಸುದ್ದಿಗೋಷ್ಠಿಯಲ್ಲಿ ಉಪಸ್ಥಿತರಿದ್ದರು. bbox=[1041, 371, 1270, 518]
story-headline: ಕಾಪು ವಿಧಾನಸಭಾ ಕ್ಷೇತ್ರದ ಬಿಎಲ್‌ಎ ಕಾರ್ಯಾಗಾರ ಉದ್ಘಾಟನೆ bbox=[316, 1343, 706, 1428]
qr-line: ಈ QRಕೋಡ್ ಸ್ಕ್ಯಾನ್ ಮಾಡಿ bbox=[265, 111, 374, 123]
divider-stripe bbox=[706, 1929, 1106, 1935]
divider-stripe bbox=[315, 1929, 699, 1935]
story-text: ಸಿದ್ದರಾಮಯ್ಯ ನೇತೃತ್ವದ ರಾಜ್ಯ ಸರಕಾರದ ಮಹತ್ವಾಕಾಂಕ್ಷಿ ಯೋಜನೆಯಲ್ಲಿ ಒಂದಾದ ಇಂದಿರಾ ಕ್ಯಾಂಟೀನ್ ವ್ಯವಸ್ಥೆಯು ಬಡ ದಿನಕೂಲಿ ಕಾರ್ಮಿಕರ ಹಸಿವು ನೀಗಿಸುತ್ತಿದೆ. ಆದರೆ ಬಿ.ಸಿ.ರೋಡಿನ ಇಂದಿರಾ ಕ್ಯಾಂಟೀನಿನಲ್ಲಿ ಕುಡಿಯುವ ನೀರಿನ ಘಟಕ ಹಾಗೂ ರೆಫ್ರಿಜರೇಟರ್ ಕೆಟ್ಟು ಹೋಗಿ ತಿಂಗಳುಗಳೇ ಕಳೆದಿವೆ. ಇದರಿಂದ ಆಹಾರ ಪದಾರ್ಥಗಳು, ತರಕಾರಿಗಳು ಹಾಳಾಗುತ್ತಿವೆ. ಈ ಬಗ್ಗೆ ಪುರಸಭೆಗೆ ದೂರು ನೀಡಿದರೂ ಯಾವುದೇ ಸ್ಪಂದನೆ ಸಿಕ್ಕಿಲ್ಲ ಎಂದು ಸಿಬ್ಬಂದಿ ಆರೋಪಿಸಿದ್ದಾರೆ. ದಿನಕ್ಕೆ 250ಕ್ಕೂ ಹೆಚ್ಚು ಮಂದಿ ಇಲ್ಲಿ ಊಟ ಮಾಡುತ್ತಾರೆ. bbox=[1037, 2083, 1268, 2230]
portrait-photo bbox=[42, 820, 111, 912]
